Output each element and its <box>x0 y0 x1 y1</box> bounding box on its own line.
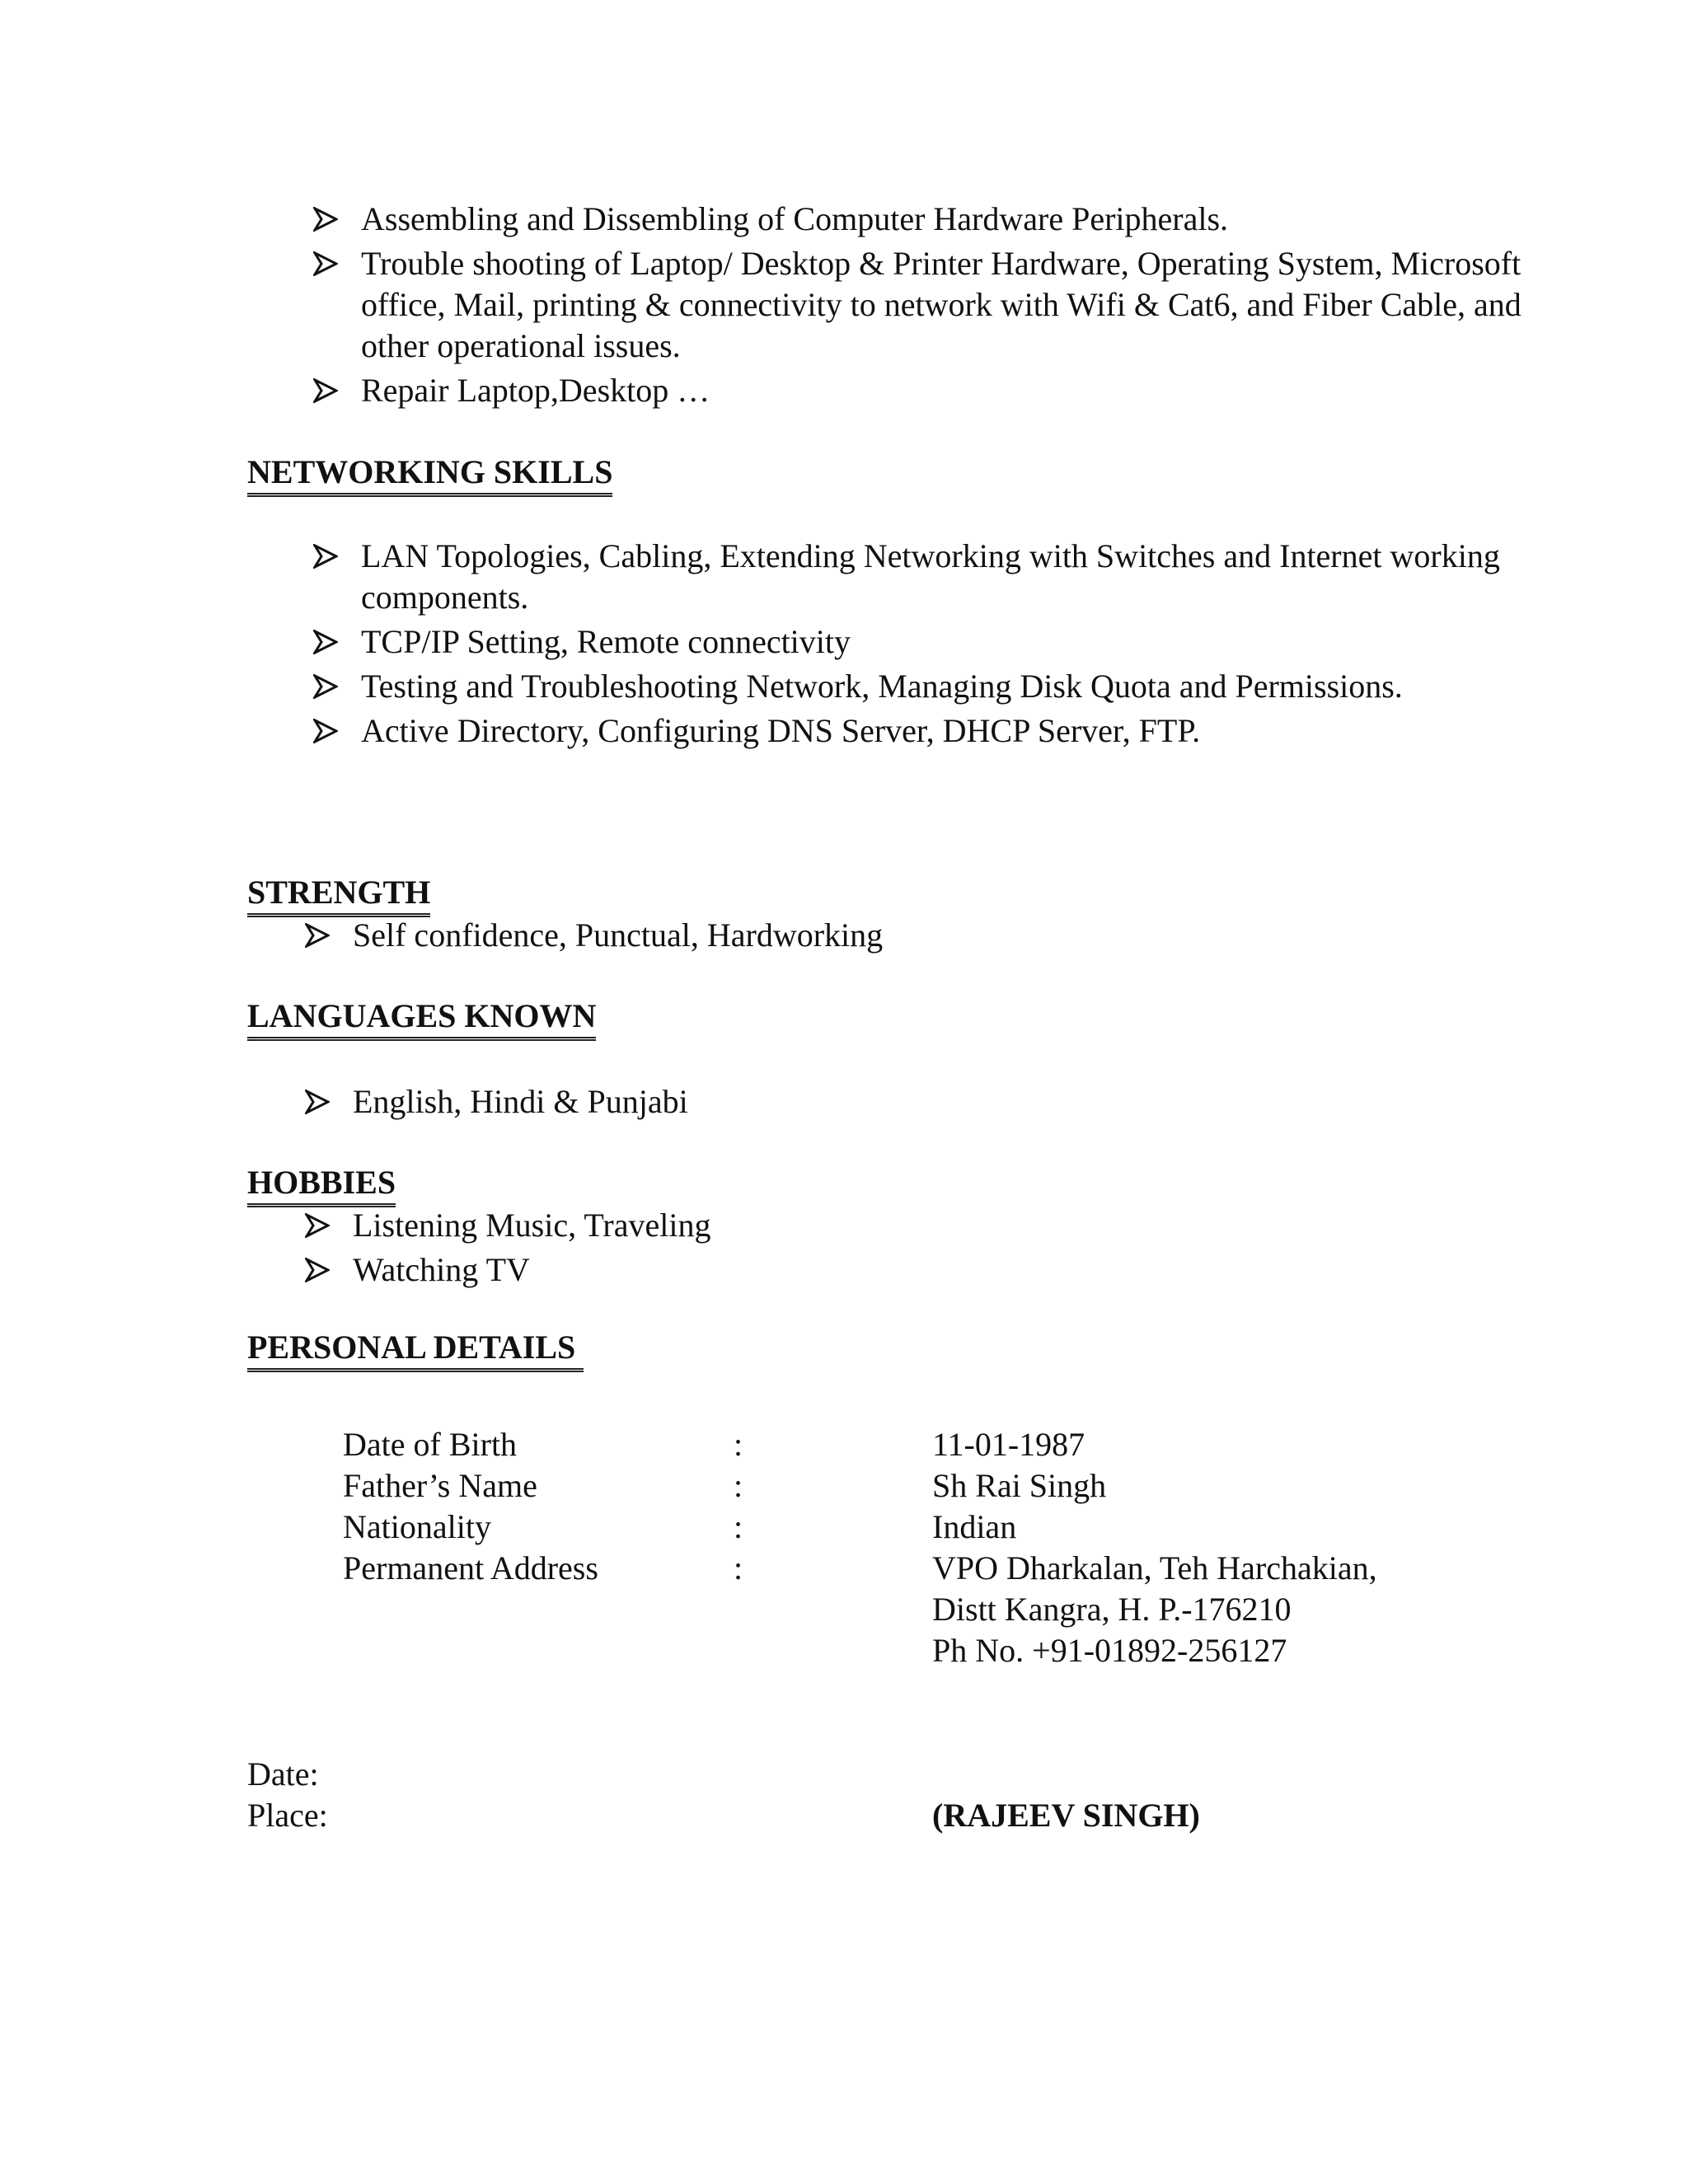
arrow-bullet-icon <box>313 251 338 276</box>
date-label: Date: <box>247 1755 319 1793</box>
languages-list <box>247 1081 1401 1126</box>
list-item-text: LAN Topologies, Cabling, Extending Networking with Switches and Internet working components. <box>361 537 1500 616</box>
list-item <box>247 536 1531 618</box>
hobbies-heading: HOBBIES <box>247 1162 396 1207</box>
arrow-bullet-icon <box>305 923 330 948</box>
list-item <box>247 666 1531 707</box>
arrow-bullet-icon <box>313 630 338 654</box>
list-item-text: Testing and Troubleshooting Network, Managing Disk Quota and Permissions. <box>361 668 1403 705</box>
nationality-value: Indian <box>932 1508 1017 1545</box>
list-item <box>247 1081 1401 1122</box>
networking-skills-list <box>247 536 1500 755</box>
address-line-1: VPO Dharkalan, Teh Harchakian, <box>932 1549 1377 1586</box>
signature-name: (RAJEEV SINGH) <box>932 1797 1200 1834</box>
arrow-bullet-icon <box>313 719 338 743</box>
hardware-skills-list <box>247 199 1522 415</box>
list-item <box>247 1249 1401 1291</box>
arrow-bullet-icon <box>305 1258 330 1282</box>
list-item <box>247 370 1451 411</box>
list-item-text: Repair Laptop,Desktop … <box>361 372 710 409</box>
colon-separator: : <box>734 1549 743 1586</box>
list-item-text: English, Hindi & Punjabi <box>353 1083 688 1120</box>
dob-label: Date of Birth <box>343 1426 518 1463</box>
list-item-text: Trouble shooting of Laptop/ Desktop & Printer Hardware, Operating System, Microsoft office, Mail, printing & connectivity to network with Wifi & Cat6, and Fiber Cable, and other operational issues. <box>361 245 1522 364</box>
address-line-2: Distt Kangra, H. P.-176210 <box>932 1591 1292 1628</box>
hobbies-list <box>247 1205 1401 1294</box>
list-item <box>247 621 1451 663</box>
colon-separator: : <box>734 1426 743 1463</box>
list-item <box>247 1205 1401 1246</box>
list-item <box>247 199 1451 240</box>
personal-details-heading: PERSONAL DETAILS <box>247 1327 584 1372</box>
list-item <box>247 710 1451 752</box>
list-item-text: Active Directory, Configuring DNS Server, DHCP Server, FTP. <box>361 712 1201 749</box>
list-item-text: Assembling and Dissembling of Computer Hardware Peripherals. <box>361 200 1229 237</box>
dob-value: 11-01-1987 <box>932 1426 1085 1463</box>
place-label: Place: <box>247 1797 328 1834</box>
networking-skills-heading: NETWORKING SKILLS <box>247 452 612 497</box>
colon-separator: : <box>734 1467 743 1504</box>
languages-heading: LANGUAGES KNOWN <box>247 996 596 1041</box>
father-name-value: Sh Rai Singh <box>932 1467 1107 1504</box>
arrow-bullet-icon <box>305 1090 330 1114</box>
arrow-bullet-icon <box>305 1213 330 1238</box>
list-item-text: Listening Music, Traveling <box>353 1207 711 1244</box>
arrow-bullet-icon <box>313 378 338 403</box>
strength-list <box>247 915 1401 959</box>
colon-separator: : <box>734 1508 743 1545</box>
arrow-bullet-icon <box>313 674 338 699</box>
list-item-text: TCP/IP Setting, Remote connectivity <box>361 623 851 660</box>
list-item-text: Self confidence, Punctual, Hardworking <box>353 916 884 954</box>
phone-number: Ph No. +91-01892-256127 <box>932 1632 1287 1669</box>
address-label: Permanent Address <box>343 1549 598 1586</box>
arrow-bullet-icon <box>313 544 338 569</box>
arrow-bullet-icon <box>313 207 338 232</box>
list-item <box>247 243 1531 367</box>
nationality-label: Nationality <box>343 1508 491 1545</box>
strength-heading: STRENGTH <box>247 872 430 917</box>
list-item-text: Watching TV <box>353 1251 530 1288</box>
father-name-label: Father’s Name <box>343 1467 537 1504</box>
list-item <box>247 915 1401 956</box>
